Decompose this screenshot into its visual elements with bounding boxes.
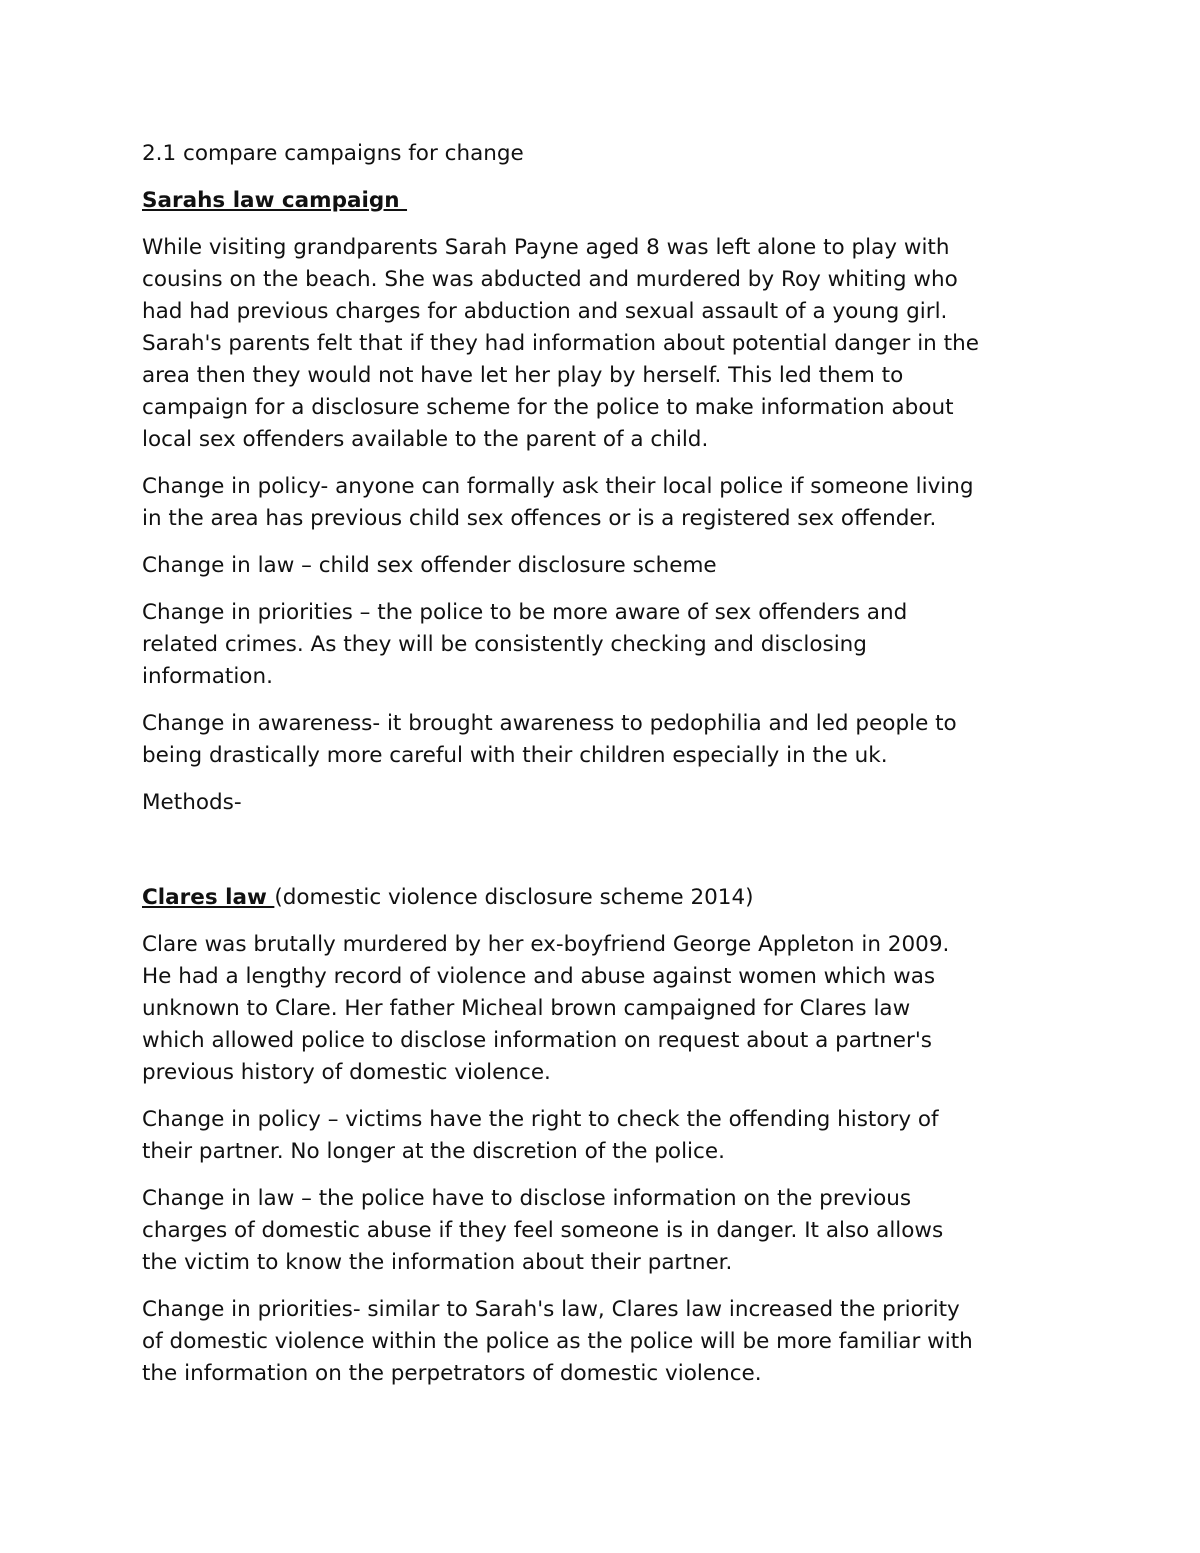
paragraph-sarah-awareness: Change in awareness- it brought awareness to pedophilia and led people to being drastically more careful with their children especially in the uk.	[142, 711, 957, 768]
heading-text: Sarahs law campaign	[142, 188, 408, 213]
blank-line	[142, 834, 1072, 882]
paragraph-clare-priorities: Change in priorities- similar to Sarah's law, Clares law increased the priority of domestic violence within the police as the police will be more familiar with the information on the perpetrators of domestic violence.	[142, 1297, 973, 1386]
paragraph-clare-law: Change in law – the police have to disclose information on the previous charges of domestic abuse if they feel someone is in danger. It also allows the victim to know the information about their partner.	[142, 1186, 944, 1275]
paragraph-sarah-background: While visiting grandparents Sarah Payne aged 8 was left alone to play with cousins on the beach. She was abducted and murdered by Roy whiting who had had previous charges for abduction and sexual assault of a young girl. Sarah's parents felt that if they had information about potential danger in the area then they would not have let her play by herself. This led them to campaign for a disclosure scheme for the police to make information about local sex offenders available to the parent of a child.	[142, 235, 979, 452]
paragraph-clare-policy: Change in policy – victims have the right to check the offending history of their partner. No longer at the discretion of the police.	[142, 1107, 939, 1164]
heading-suffix: (domestic violence disclosure scheme 2014)	[274, 885, 754, 910]
paragraph-clare-background: Clare was brutally murdered by her ex-boyfriend George Appleton in 2009. He had a lengthy record of violence and abuse against women which was unknown to Clare. Her father Micheal brown campaigned for Clares law which allowed police to disclose information on request about a partner's previous history of domestic violence.	[142, 932, 950, 1085]
section-heading-clares-law	[142, 882, 1072, 914]
paragraph-sarah-priorities: Change in priorities – the police to be more aware of sex offenders and related crimes. As they will be consistently checking and disclosing information.	[142, 600, 908, 689]
document-title: 2.1 compare campaigns for change	[142, 141, 524, 166]
paragraph-sarah-methods: Methods-	[142, 790, 242, 815]
paragraph-sarah-law: Change in law – child sex offender disclosure scheme	[142, 553, 717, 578]
document-body	[142, 138, 1072, 1405]
heading-text: Clares law	[142, 885, 275, 910]
section-heading-sarahs-law	[142, 185, 1072, 217]
paragraph-sarah-policy: Change in policy- anyone can formally ask their local police if someone living in the area has previous child sex offences or is a registered sex offender.	[142, 474, 974, 531]
